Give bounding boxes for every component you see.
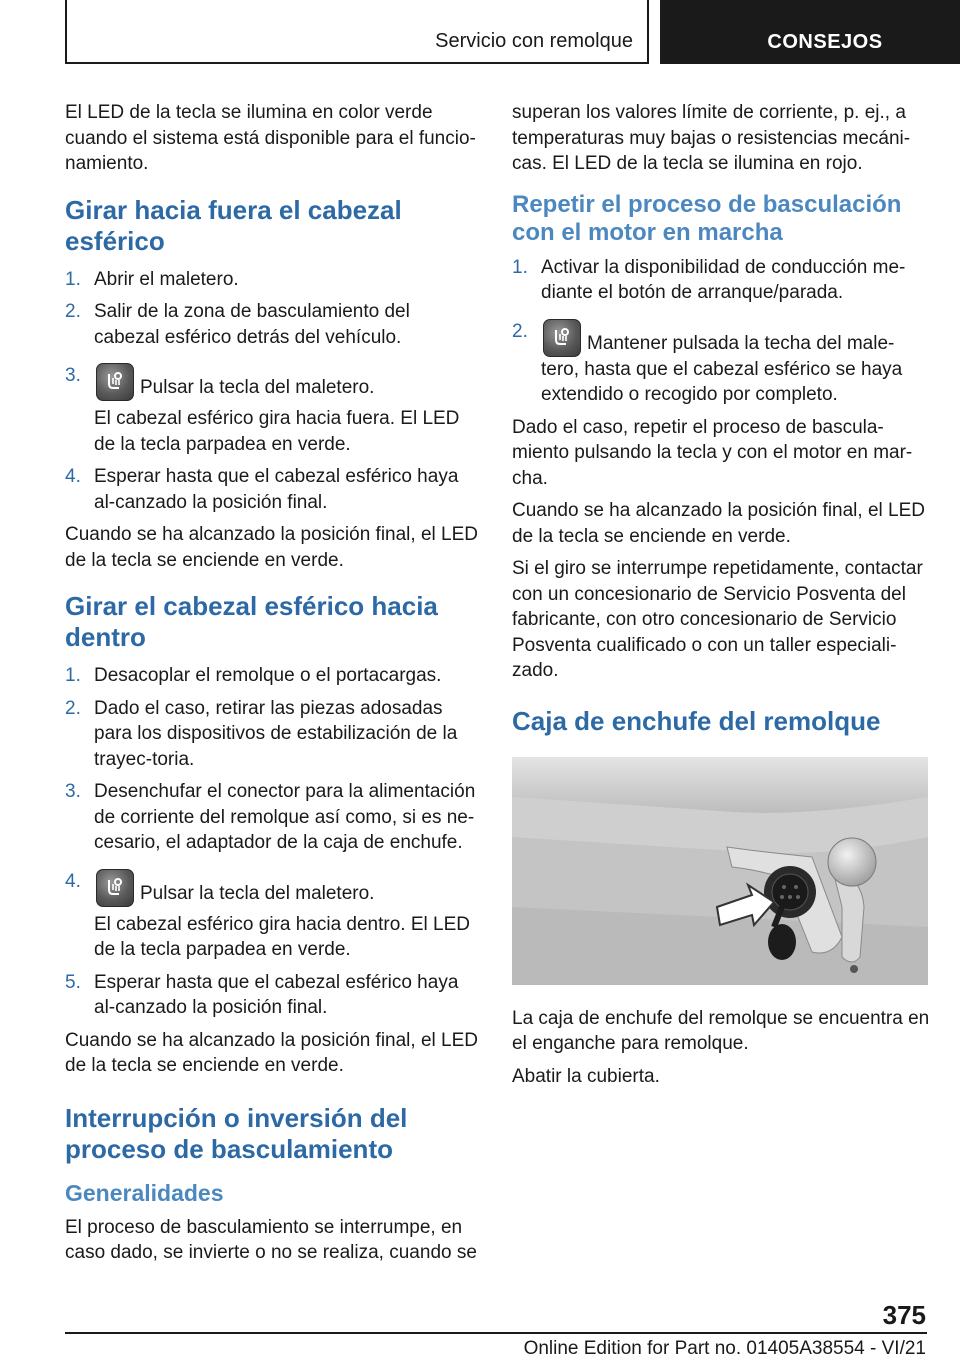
steps-swing-in (65, 663, 480, 1021)
trailer-socket-photo (512, 757, 928, 985)
subheading-general: Generalidades (65, 1179, 224, 1206)
steps-repeat (512, 255, 930, 408)
repeat-paragraph: Dado el caso, repetir el proceso de bascula-miento pulsando la tecla y con el motor en mar-cha. (512, 416, 913, 489)
continued-paragraph: superan los valores límite de corriente, p. ej., a temperaturas muy bajas o resistencias mecáni-cas. El LED de la tecla se ilumina en rojo. (512, 102, 911, 174)
step-number: 1. (512, 256, 528, 278)
step-number: 4. (65, 466, 81, 487)
contact-paragraph: Si el giro se interrumpe repetidamente, contactar con un concesionario de Servicio Posventa del fabricante, con otro concesionario de Servicio Posventa cualificado o con un taller especiali-zado. (512, 558, 923, 681)
step-number: 1. (65, 665, 81, 686)
step-item (65, 779, 480, 856)
trunk-button-icon (96, 869, 134, 907)
step-text: Abrir el maletero. (94, 268, 239, 290)
step-item (65, 464, 480, 515)
step-number: 3. (65, 365, 81, 386)
steps-swing-out (65, 267, 480, 516)
step-subtext: El cabezal esférico gira hacia dentro. El LED de la tecla parpadea en verde. (94, 913, 470, 960)
section-title: Servicio con remolque (435, 30, 633, 52)
step-item (65, 663, 480, 689)
chapter-tab[interactable] (660, 0, 960, 64)
trunk-button-icon (96, 363, 134, 401)
chapter-label: CONSEJOS (767, 31, 883, 53)
result-paragraph: Cuando se ha alcanzado la posición final, el LED de la tecla se enciende en verde. (65, 1029, 478, 1076)
step-number: 1. (65, 268, 81, 290)
step-item (65, 363, 480, 457)
step-text: Pulsar la tecla del maletero. (140, 377, 375, 398)
result-paragraph: Cuando se ha alcanzado la posición final, el LED de la tecla se enciende en verde. (512, 500, 925, 547)
page-number: 375 (882, 1300, 926, 1330)
step-item (65, 869, 480, 963)
step-item (65, 696, 480, 773)
step-number: 2. (512, 320, 528, 342)
footer-divider (65, 1332, 927, 1334)
step-text: Esperar hasta que el cabezal esférico haya al-canzado la posición final. (94, 466, 459, 513)
step-text: Pulsar la tecla del maletero. (140, 882, 375, 904)
left-column (65, 100, 480, 1273)
socket-paragraph: La caja de enchufe del remolque se encuentra en el enganche para remolque. (512, 1007, 930, 1054)
step-item (512, 255, 930, 306)
step-item (65, 970, 480, 1021)
step-text: Esperar hasta que el cabezal esférico haya al-canzado la posición final. (94, 971, 459, 1018)
header-section-box (65, 0, 649, 64)
step-text: Salir de la zona de basculamiento del cabezal esférico detrás del vehículo. (94, 301, 410, 348)
heading-repeat-engine: Repetir el proceso de basculación con el motor en marcha (512, 190, 902, 246)
step-item (65, 267, 480, 293)
edition-footer: Online Edition for Part no. 01405A38554 - VI/21 (523, 1338, 926, 1359)
step-number: 3. (65, 781, 81, 802)
heading-swing-out: Girar hacia fuera el cabezal esférico (65, 194, 402, 256)
heading-swing-in: Girar el cabezal esférico hacia dentro (65, 591, 438, 652)
heading-trailer-socket: Caja de enchufe del remolque (512, 705, 881, 736)
step-number: 2. (65, 697, 81, 719)
step-text: Mantener pulsada la techa del male-tero, hasta que el cabezal esférico se haya extendido o recogido por completo. (541, 332, 903, 405)
general-paragraph: El proceso de basculamiento se interrumpe, en caso dado, se invierte o no se realiza, cuando se (65, 1216, 477, 1263)
step-number: 5. (65, 971, 81, 993)
heading-interruption: Interrupción o inversión del proceso de basculamiento (65, 1102, 408, 1164)
step-text: Dado el caso, retirar las piezas adosadas para los dispositivos de estabilización de la trayec-toria. (94, 697, 458, 770)
step-text: Desenchufar el conector para la alimentación de corriente del remolque así como, si es ne-cesario, el adaptador de la caja de enchufe. (94, 781, 476, 853)
result-paragraph: Cuando se ha alcanzado la posición final, el LED de la tecla se enciende en verde. (65, 524, 478, 571)
trunk-button-icon (543, 319, 581, 357)
step-text: Desacoplar el remolque o el portacargas. (94, 665, 442, 686)
intro-paragraph: El LED de la tecla se ilumina en color verde cuando el sistema está disponible para el funcio-namiento. (65, 102, 476, 174)
step-subtext: El cabezal esférico gira hacia fuera. El LED de la tecla parpadea en verde. (94, 408, 460, 455)
step-number: 2. (65, 301, 81, 322)
step-item (65, 299, 480, 350)
cover-paragraph: Abatir la cubierta. (512, 1065, 660, 1087)
right-column (512, 100, 930, 1096)
step-text: Activar la disponibilidad de conducción me-diante el botón de arranque/parada. (541, 256, 906, 303)
step-number: 4. (65, 870, 81, 892)
step-item (512, 319, 930, 408)
